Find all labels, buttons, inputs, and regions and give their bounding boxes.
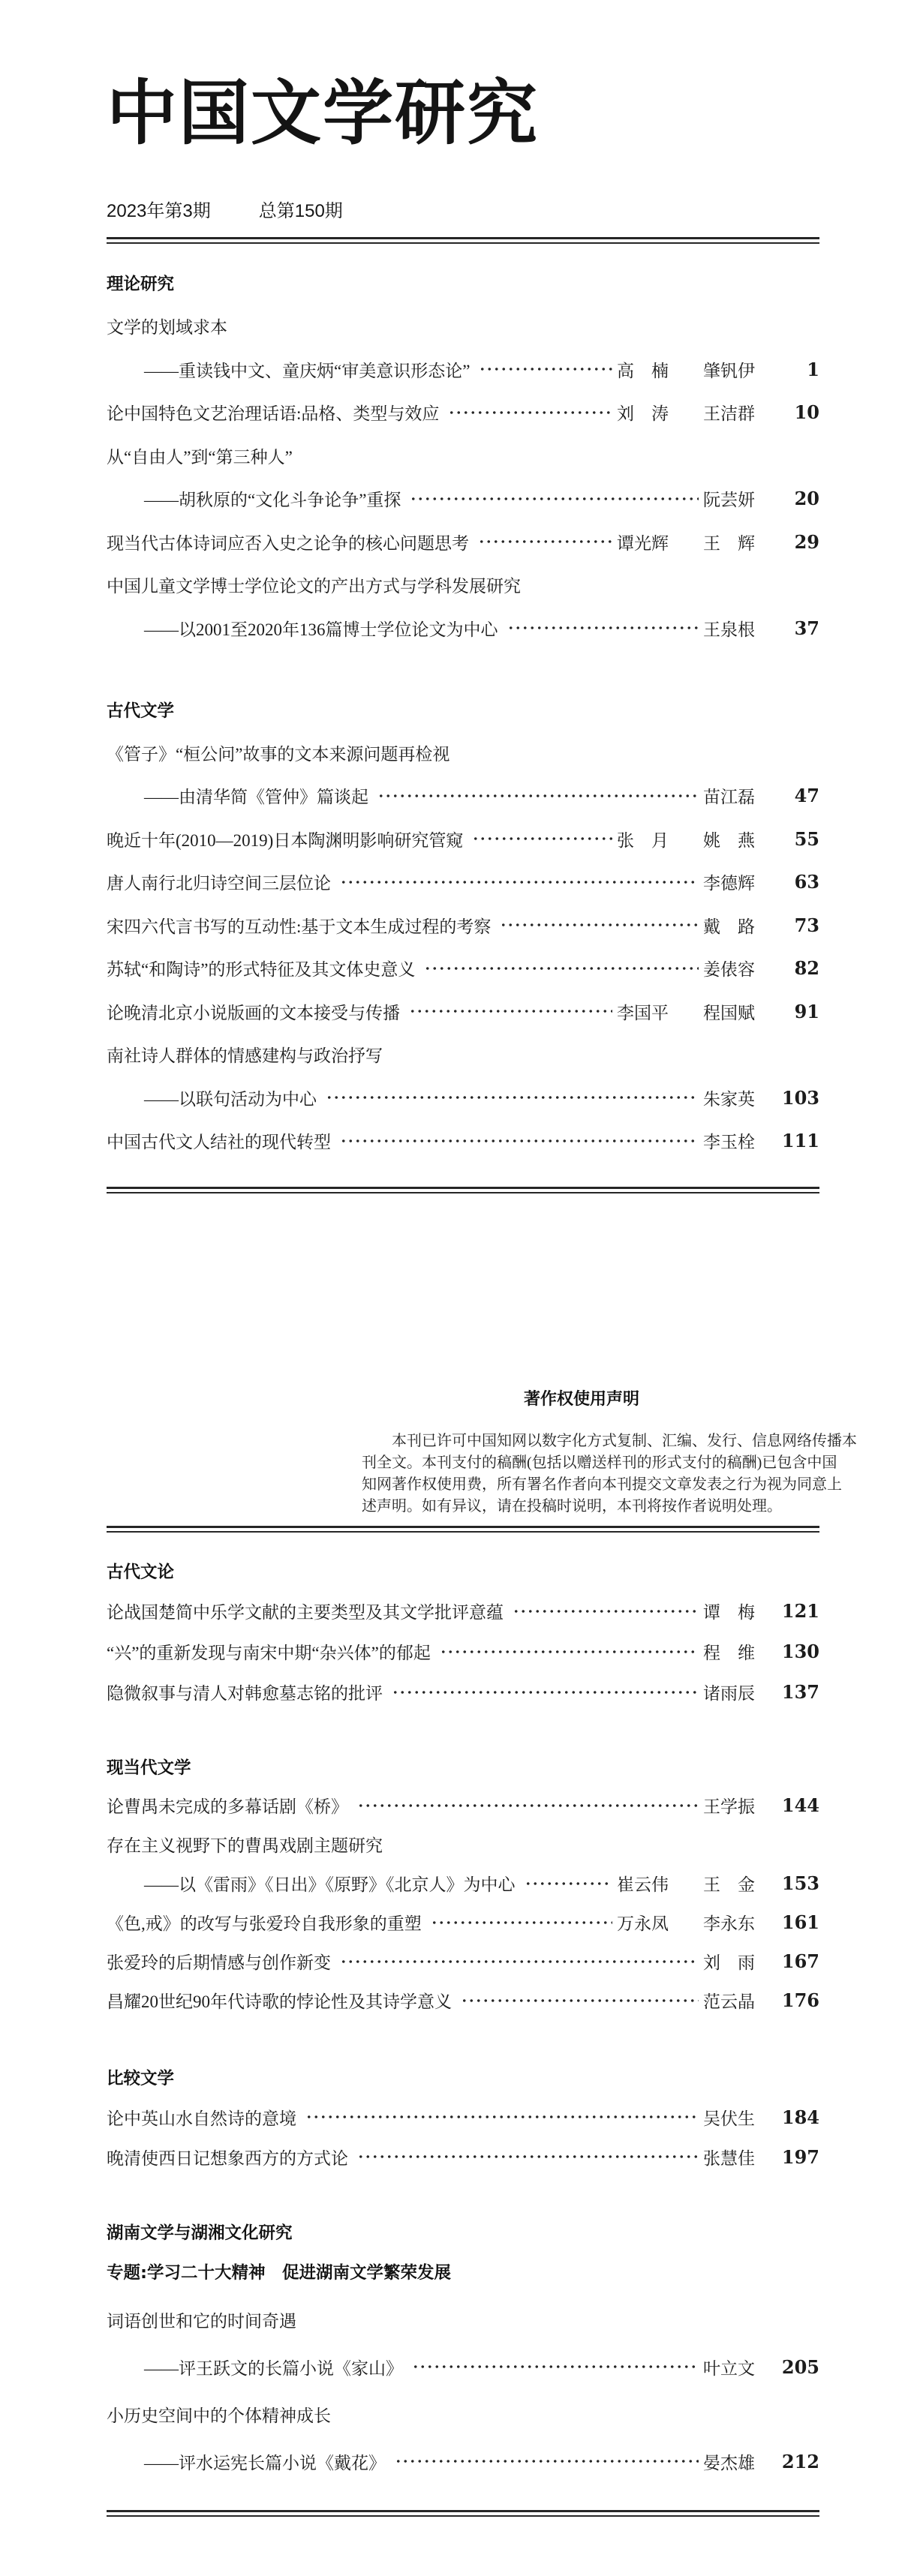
entry-title: 晚清使西日记想象西方的方式论 (107, 2148, 348, 2168)
toc-entry (107, 904, 819, 947)
toc-entry (107, 1033, 819, 1076)
toc-entry (107, 434, 819, 478)
entry-title: 晚近十年(2010—2019)日本陶渊明影响研究管窥 (107, 830, 464, 850)
toc-entry (107, 860, 819, 904)
page-number: 121 (781, 1600, 819, 1623)
dot-leader (338, 874, 699, 890)
entry-title: 《色,戒》的改写与张爱玲自我形象的重塑 (107, 1914, 422, 1934)
page-number: 144 (781, 1794, 819, 1817)
page-number: 137 (781, 1681, 819, 1704)
entry-authors: 程 维 (703, 1644, 755, 1663)
dot-leader (498, 917, 699, 933)
entry-title: 宋四六代言书写的互动性:基于文本生成过程的考察 (107, 917, 492, 936)
section-header: 现当代文学 (107, 1758, 191, 1778)
page-number: 10 (794, 401, 819, 424)
entry-authors: 谭光辉 王 辉 (617, 533, 755, 553)
issue-number: 2023年第3期 (107, 200, 211, 221)
dot-leader (407, 1003, 612, 1019)
section-header: 理论研究 (107, 275, 175, 295)
entry-title: 中国儿童文学博士学位论文的产出方式与学科发展研究 (107, 577, 521, 596)
entry-subtitle: ——重读钱中文、童庆炳“审美意识形态论” (144, 361, 471, 380)
toc-entry (107, 1825, 819, 1864)
dot-leader (429, 1914, 612, 1931)
toc-entry (107, 2296, 819, 2343)
dot-leader (393, 2453, 699, 2469)
page-number: 47 (794, 785, 819, 807)
toc-entry (107, 1942, 819, 1981)
dot-leader (506, 620, 699, 636)
page-number: 20 (794, 488, 819, 510)
entry-authors: 吴伏生 (703, 2109, 755, 2128)
page-number: 130 (781, 1641, 819, 1663)
dot-leader (376, 788, 699, 804)
entry-authors: 崔云伟 王 金 (617, 1875, 755, 1895)
entry-title: 存在主义视野下的曹禺戏剧主题研究 (107, 1836, 383, 1856)
dot-leader (410, 2358, 699, 2375)
entry-title: 论曹禺未完成的多幕话剧《桥》 (107, 1797, 348, 1817)
dot-leader (304, 2109, 699, 2125)
page-number: 63 (794, 871, 819, 893)
entry-subtitle: ——评水运宪长篇小说《戴花》 (144, 2453, 386, 2472)
entry-title: 词语创世和它的时间奇遇 (107, 2311, 296, 2331)
entry-title: 隐微叙事与清人对韩愈墓志铭的批评 (107, 1684, 383, 1704)
copyright-line: 知网著作权使用费，所有署名作者向本刊提交文章发表之行为视为同意上 (362, 1476, 842, 1493)
toc-entry (107, 731, 819, 775)
entry-authors: 李玉栓 (703, 1133, 755, 1152)
entry-authors: 阮芸妍 (703, 491, 755, 510)
entry-authors: 叶立文 (703, 2358, 755, 2378)
dot-leader (338, 1133, 699, 1149)
dot-leader (511, 1603, 699, 1620)
entry-subtitle: ——以联句活动为中心 (144, 1089, 317, 1109)
dot-leader (523, 1875, 613, 1892)
entry-title: 中国古代文人结社的现代转型 (107, 1133, 331, 1152)
copyright-body (362, 1431, 857, 1518)
dot-leader (408, 491, 699, 507)
toc-entry (107, 774, 819, 818)
entry-title: 论战国楚简中乐学文献的主要类型及其文学批评意蕴 (107, 1603, 504, 1623)
dot-leader (446, 404, 612, 421)
entry-authors: 高 楠 肇钒伊 (617, 361, 755, 380)
page-number: 103 (781, 1086, 819, 1109)
toc-entry (107, 477, 819, 521)
toc-entry (107, 521, 819, 564)
toc-entry (107, 1903, 819, 1942)
content-column (107, 65, 857, 2517)
dot-leader (471, 830, 612, 847)
entry-title: 从“自由人”到“第三种人” (107, 447, 293, 467)
toc-entry (107, 1632, 819, 1672)
toc-entry (107, 305, 819, 348)
entry-authors: 万永凤 李永东 (617, 1914, 755, 1934)
entry-authors: 姜俵容 (703, 960, 755, 980)
entry-title: 论中英山水自然诗的意境 (107, 2109, 296, 2128)
toc-entry (107, 1981, 819, 2020)
entry-title: 唐人南行北归诗空间三层位论 (107, 874, 331, 893)
page-number: 1 (807, 358, 819, 380)
page-number: 212 (781, 2450, 819, 2472)
section-header: 古代文学 (107, 701, 175, 721)
section-header: 湖南文学与湖湘文化研究 (107, 2223, 293, 2244)
toc-entry (107, 1786, 819, 1825)
copyright-line: 本刊已许可中国知网以数字化方式复制、汇编、发行、信息网络传播本 (392, 1432, 857, 1449)
page-number: 205 (781, 2355, 819, 2378)
entry-authors: 张 月 姚 燕 (617, 830, 755, 850)
entry-subtitle: ——评王跃文的长篇小说《家山》 (144, 2358, 403, 2378)
entry-subtitle: ——胡秋原的“文化斗争论争”重探 (144, 491, 401, 510)
entry-authors: 刘 雨 (703, 1953, 755, 1973)
toc-entry (107, 607, 819, 650)
dot-leader (390, 1684, 699, 1701)
dot-leader (356, 1797, 699, 1814)
dot-leader (356, 2148, 699, 2165)
entry-title: 昌耀20世纪90年代诗歌的悖论性及其诗学意义 (107, 1992, 452, 2012)
entry-authors: 王泉根 (703, 620, 755, 639)
copyright-line: 刊全文。本刊支付的稿酬(包括以赠送样刊的形式支付的稿酬)已包含中国 (362, 1454, 837, 1471)
entry-authors: 晏杰雄 (703, 2453, 755, 2472)
page-number: 197 (781, 2145, 819, 2168)
entry-authors: 刘 涛 王洁群 (617, 404, 755, 424)
dot-leader (477, 533, 612, 550)
section-header: 古代文论 (107, 1562, 175, 1582)
entry-authors: 苗江磊 (703, 788, 755, 807)
page-number: 82 (794, 957, 819, 980)
toc-entry (107, 947, 819, 990)
entry-subtitle: ——由清华简《管仲》篇谈起 (144, 788, 368, 807)
entry-title: 文学的划域求本 (107, 318, 227, 338)
entry-subtitle: ——以2001至2020年136篇博士学位论文为中心 (144, 620, 498, 639)
entry-authors: 诸雨辰 (703, 1684, 755, 1704)
page-number: 111 (781, 1130, 819, 1152)
page-number: 167 (781, 1950, 819, 1973)
toc-entry (107, 818, 819, 861)
toc-entry (107, 348, 819, 392)
entry-authors: 李德辉 (703, 874, 755, 893)
copyright-heading: 著作权使用声明 (523, 1389, 639, 1409)
page-number: 29 (794, 530, 819, 553)
dot-leader (477, 361, 612, 377)
entry-subtitle: ——以《雷雨》《日出》《原野》《北京人》为中心 (144, 1875, 516, 1895)
dot-leader (324, 1089, 699, 1106)
toc-entry (107, 563, 819, 607)
double-rule-middle-1 (107, 1187, 819, 1193)
entry-title: 论中国特色文艺治理话语:品格、类型与效应 (107, 404, 440, 424)
double-rule-bottom (107, 2510, 819, 2517)
journal-title: 中国文学研究 (107, 72, 540, 155)
page-number: 176 (781, 1989, 819, 2012)
page-number: 184 (781, 2106, 819, 2128)
entry-title: 小历史空间中的个体精神成长 (107, 2406, 331, 2425)
toc-entry (107, 2343, 819, 2391)
entry-title: 现当代古体诗词应否入史之论争的核心问题思考 (107, 533, 469, 553)
toc-entry (107, 2137, 819, 2177)
dot-leader (459, 1992, 699, 2009)
page-number: 91 (794, 1000, 819, 1022)
section-header: 比较文学 (107, 2069, 175, 2089)
double-rule-top (107, 237, 819, 244)
toc-entry (107, 1076, 819, 1120)
page-number: 73 (794, 914, 819, 936)
entry-title: 苏轼“和陶诗”的形式特征及其文体史意义 (107, 960, 416, 980)
toc-entry (107, 391, 819, 434)
toc-entry (107, 1119, 819, 1163)
toc-entry (107, 1591, 819, 1632)
page-number: 37 (794, 617, 819, 639)
toc-entry (107, 990, 819, 1034)
issue-line (107, 200, 819, 224)
dot-leader (338, 1953, 699, 1970)
entry-title: 《管子》“桓公问”故事的文本来源问题再检视 (107, 744, 450, 764)
section-subheader: 专题:学习二十大精神 促进湖南文学繁荣发展 (107, 2263, 451, 2283)
toc-entry (107, 2097, 819, 2137)
dot-leader (438, 1644, 699, 1660)
entry-title: 南社诗人群体的情感建构与政治抒写 (107, 1046, 383, 1066)
toc-entry (107, 1672, 819, 1713)
entry-title: 张爱玲的后期情感与创作新变 (107, 1953, 331, 1973)
entry-authors: 王学振 (703, 1797, 755, 1817)
toc-entry (107, 2438, 819, 2485)
entry-authors: 范云晶 (703, 1992, 755, 2012)
page-number: 153 (781, 1872, 819, 1895)
dot-leader (422, 960, 699, 977)
page-number: 161 (781, 1911, 819, 1934)
entry-authors: 谭 梅 (703, 1603, 755, 1623)
double-rule-middle-2 (107, 1526, 819, 1533)
entry-authors: 戴 路 (703, 917, 755, 936)
copyright-line: 述声明。如有异议，请在投稿时说明，本刊将按作者说明处理。 (362, 1497, 782, 1515)
entry-title: 论晚清北京小说版画的文本接受与传播 (107, 1003, 400, 1022)
entry-authors: 朱家英 (703, 1089, 755, 1109)
copyright-notice (362, 1389, 857, 1518)
entry-title: “兴”的重新发现与南宋中期“杂兴体”的郁起 (107, 1644, 431, 1663)
toc-entry (107, 1864, 819, 1903)
page-number: 55 (794, 827, 819, 850)
volume-number: 总第150期 (258, 200, 343, 221)
entry-authors: 张慧佳 (703, 2148, 755, 2168)
entry-authors: 李国平 程国赋 (617, 1003, 755, 1022)
toc-entry (107, 2391, 819, 2438)
